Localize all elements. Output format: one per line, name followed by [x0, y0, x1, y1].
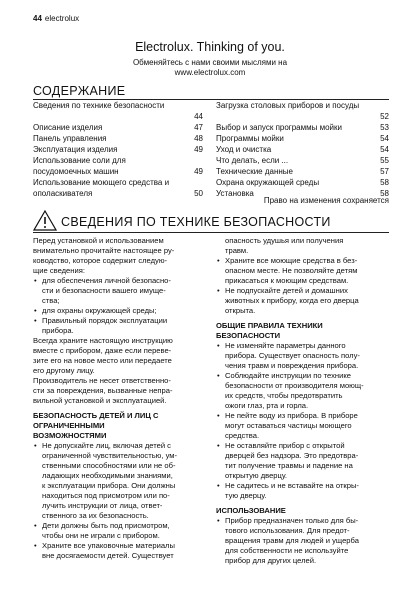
toc-label: Использование моющего средства и [33, 178, 170, 187]
text-line: • Прибор предназначен только для бы- [225, 516, 359, 525]
text-line: прибора. [42, 326, 74, 335]
text-line: • Не пейте воду из прибора. В приборе [225, 411, 358, 420]
toc-page: 50 [194, 189, 203, 198]
bullet-item [33, 306, 201, 316]
toc-label: ополаскивателя [33, 189, 93, 198]
text-line: тую дверцу. [225, 491, 267, 500]
toc-row [33, 100, 203, 111]
text-line: • Не оставляйте прибор с открытой [225, 441, 345, 450]
toc-label: Технические данные [216, 167, 294, 176]
toc-label: Сведения по технике безопасности [33, 101, 165, 110]
text-line: прибора. Существует опасность полу- [225, 351, 360, 360]
toc-left [33, 100, 203, 199]
toc-label: Описание изделия [33, 123, 103, 132]
toc-row [216, 155, 389, 166]
toc-label: Эксплуатация изделия [33, 145, 118, 154]
text-line: животных к прибору, когда его дверца [225, 296, 359, 305]
text-line: БЕЗОПАСНОСТЬ ДЕТЕЙ И ЛИЦ С [33, 411, 159, 420]
toc-page: 54 [380, 134, 389, 143]
toc-label: Установка [216, 189, 254, 198]
bullet-list [216, 516, 390, 566]
toc-label: Уход и очистка [216, 145, 272, 154]
text-line: его другому лицу. [33, 366, 95, 375]
text-line: сти за повреждения, вызванные непра- [33, 386, 173, 395]
intro-paragraph [33, 236, 201, 276]
left-column [33, 236, 201, 561]
toc-row [33, 122, 203, 133]
text-line: Перед установкой и использованием [33, 236, 164, 245]
toc-page: 58 [380, 178, 389, 187]
toc-label: Загрузка столовых приборов и посуды [216, 101, 360, 110]
toc-page: 52 [380, 112, 389, 121]
text-line: прикасаться к моющим средствам. [225, 276, 349, 285]
toc-row [216, 133, 389, 144]
text-line: лучить инструкции от лица, ответ- [42, 501, 163, 510]
general-safety-heading [216, 321, 390, 341]
toc-row [216, 122, 389, 133]
text-line: опасном месте. Не позволяйте детям [225, 266, 358, 275]
text-line: ОГРАНИЧЕННЫМИ [33, 421, 105, 430]
text-line: вместе с прибором, даже если переве- [33, 346, 172, 355]
page-number: 44 [33, 14, 42, 23]
page-header [33, 14, 79, 23]
toc-row [33, 155, 203, 166]
toc-row [216, 177, 389, 188]
bullet-item [216, 516, 390, 566]
text-line: ства; [42, 296, 60, 305]
toc-row [216, 111, 389, 122]
bullet-item [216, 371, 390, 411]
contents-title: СОДЕРЖАНИЕ [33, 84, 126, 98]
toc-page: 49 [194, 145, 203, 154]
text-line: • для обеспечения личной безопасно- [42, 276, 171, 285]
safety-title: СВЕДЕНИЯ ПО ТЕХНИКЕ БЕЗОПАСНОСТИ [61, 215, 331, 229]
text-line: вне досягаемости детей. Существует [42, 551, 174, 560]
children-safety-heading [33, 411, 201, 441]
text-line: • Храните все упаковочные материалы [42, 541, 175, 550]
bullet-item [33, 441, 201, 521]
bullet-item [33, 541, 201, 561]
text-line: чтобы они не играли с прибором. [42, 531, 160, 540]
text-line: • Дети должны быть под присмотром, [42, 521, 170, 530]
bullet-list [33, 276, 201, 336]
text-line: средства. [225, 431, 260, 440]
toc-row [216, 166, 389, 177]
bullet-item [216, 441, 390, 481]
toc-row [33, 133, 203, 144]
toc-page: 58 [380, 189, 389, 198]
right-column [216, 236, 390, 566]
text-line: прибор для других целей. [225, 556, 317, 565]
text-line: ожоги глаз, рта и горла. [225, 401, 309, 410]
bullet-list [216, 256, 390, 316]
toc-row [33, 166, 203, 177]
text-line: • Правильный порядок эксплуатации [42, 316, 168, 325]
text-line: могут оставаться частицы моющего [225, 421, 352, 430]
text-line: опасность удушья или получения [225, 236, 344, 245]
text-line: для собственности не используйте [225, 546, 349, 555]
text-line: тового использования. Для предот- [225, 526, 350, 535]
share-text [0, 58, 420, 78]
text-line: открыта. [225, 306, 256, 315]
text-line: Производитель не несет ответственно- [33, 376, 171, 385]
toc-right [216, 100, 389, 199]
text-line: ководство, которое содержит следую- [33, 256, 168, 265]
brand-name: electrolux [44, 14, 80, 23]
toc-row [33, 177, 203, 188]
toc-row [33, 188, 203, 199]
toc-page: 54 [380, 145, 389, 154]
text-line: сти и безопасности вашего имуще- [42, 286, 166, 295]
text-line: ограниченной чувствительностью, ум- [42, 451, 178, 460]
text-line: • Храните все моющие средства в без- [225, 256, 358, 265]
text-line: Всегда храните настоящую инструкцию [33, 336, 173, 345]
text-line: ВОЗМОЖНОСТЯМИ [33, 431, 107, 440]
share-line-1: Обменяйтесь с нами своими мыслями на [132, 58, 288, 67]
text-line: • Соблюдайте инструкции по технике [225, 371, 351, 380]
text-line: зите его на новое место или передаете [33, 356, 172, 365]
warning-icon [33, 210, 57, 231]
text-line: чения травм и повреждения прибора. [225, 361, 359, 370]
text-line: ственного за их безопасность. [42, 511, 149, 520]
toc-label: Выбор и запуск программы мойки [216, 123, 342, 132]
toc-row [216, 144, 389, 155]
toc-label: посудомоечных машин [33, 167, 119, 176]
toc-label: Панель управления [33, 134, 107, 143]
liability-paragraph [33, 376, 201, 406]
bullet-list [216, 341, 390, 501]
toc-row [33, 144, 203, 155]
text-line: тит получение травмы и падение на [225, 461, 353, 470]
toc-label: Использование соли для [33, 156, 126, 165]
toc-page: 47 [194, 123, 203, 132]
text-line: открытую дверцу. [225, 471, 288, 480]
usage-heading: ИСПОЛЬЗОВАНИЕ [216, 506, 286, 515]
text-line: • Не изменяйте параметры данного [225, 341, 346, 350]
text-line: к эксплуатации прибора. Они должны [42, 481, 176, 490]
text-line: внимательно прочитайте настоящее ру- [33, 246, 175, 255]
slogan: Electrolux. Thinking of you. [135, 40, 285, 54]
text-line: находиться под присмотром или по- [42, 491, 170, 500]
text-line: вильной установкой и эксплуатацией. [33, 396, 167, 405]
toc-label: Что делать, если ... [216, 156, 289, 165]
toc-page: 48 [194, 134, 203, 143]
text-line: • Не допускайте лиц, включая детей с [42, 441, 171, 450]
bullet-item [216, 286, 390, 316]
text-line: ладающих необходимыми знаниями, [42, 471, 173, 480]
text-line: травм. [225, 246, 249, 255]
text-line: дверцей без надзора. Это предотвра- [225, 451, 359, 460]
toc-label: Охрана окружающей среды [216, 178, 320, 187]
bullet-item [33, 276, 201, 306]
text-line: вращения травм для людей и ущерба [225, 536, 359, 545]
toc-page: 53 [380, 123, 389, 132]
toc-page: 57 [380, 167, 389, 176]
text-line: ОБЩИЕ ПРАВИЛА ТЕХНИКИ [216, 321, 323, 330]
safety-divider [33, 232, 389, 233]
text-line: • для охраны окружающей среды; [42, 306, 157, 315]
bullet-item [216, 341, 390, 371]
website-link[interactable]: www.electrolux.com [174, 68, 246, 77]
text-line: ственными способностями или не об- [42, 461, 176, 470]
toc-row [216, 100, 389, 111]
text-line: их средств, чтобы предотвратить [225, 391, 343, 400]
bullet-item [33, 521, 201, 541]
text-line: щие сведения: [33, 266, 85, 275]
toc-page: 44 [194, 112, 203, 121]
toc-page: 49 [194, 167, 203, 176]
continued-text [216, 236, 390, 256]
text-line: БЕЗОПАСНОСТИ [216, 331, 281, 340]
bullet-list [33, 441, 201, 561]
toc-row [33, 111, 203, 122]
text-line: • Не подпускайте детей и домашних [225, 286, 348, 295]
bullet-item [216, 411, 390, 441]
bullet-item [216, 256, 390, 286]
bullet-item [216, 481, 390, 501]
text-line: безопасности от производителя моющ- [225, 381, 364, 390]
toc-label: Программы мойки [216, 134, 284, 143]
storage-paragraph [33, 336, 201, 376]
rights-note: Право на изменения сохраняется [263, 196, 389, 205]
text-line: • Не садитесь и не вставайте на откры- [225, 481, 359, 490]
bullet-item [33, 316, 201, 336]
toc-page: 55 [380, 156, 389, 165]
